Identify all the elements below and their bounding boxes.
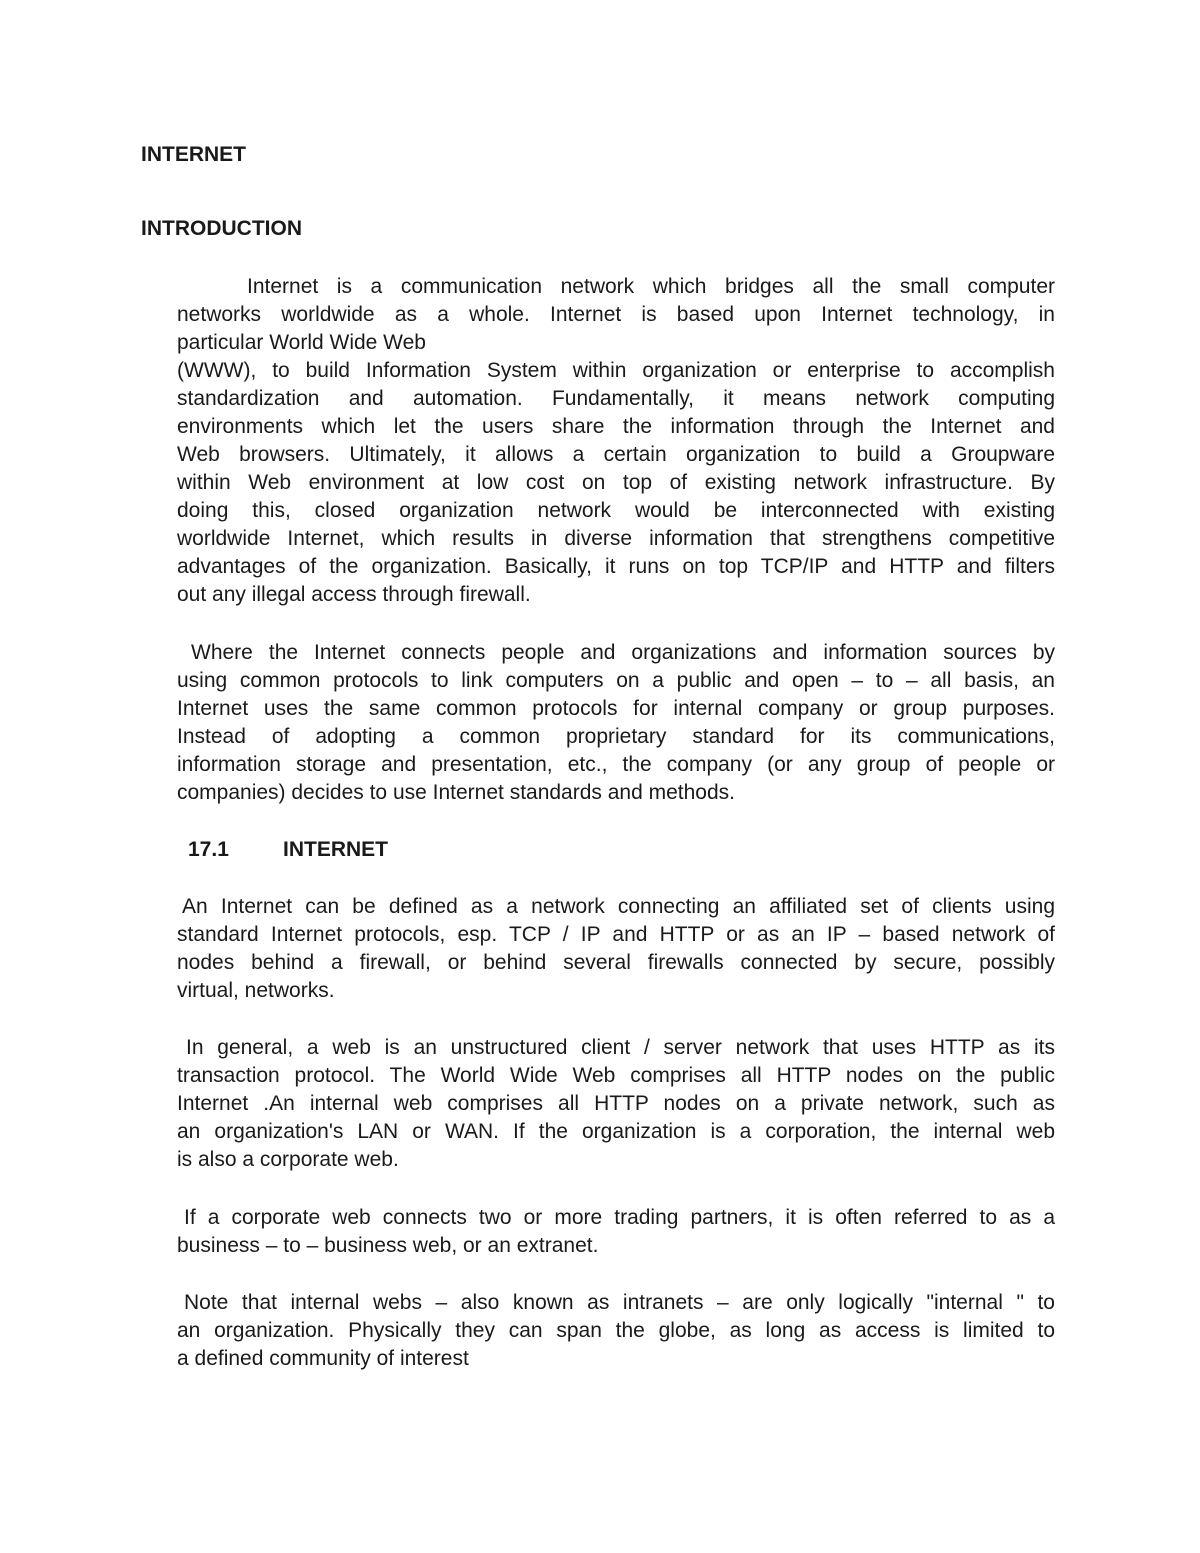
paragraph-line: An Internet can be defined as a network connecting an affiliated set of clients using bbox=[182, 895, 1055, 918]
paragraph-line: out any illegal access through firewall. bbox=[177, 583, 531, 606]
paragraph-line: nodes behind a firewall, or behind several firewalls connected by secure, possibly bbox=[177, 951, 1055, 974]
paragraph-line: an organization. Physically they can span the globe, as long as access is limited to bbox=[177, 1319, 1055, 1342]
paragraph-line: doing this, closed organization network would be interconnected with existing bbox=[177, 499, 1055, 522]
paragraph-line: If a corporate web connects two or more trading partners, it is often referred to as a bbox=[184, 1206, 1055, 1229]
second-paragraph bbox=[177, 639, 1055, 807]
paragraph-line: an organization's LAN or WAN. If the organization is a corporation, the internal web bbox=[177, 1120, 1055, 1143]
paragraph-line: particular World Wide Web bbox=[177, 331, 426, 354]
paragraph-line: Internet uses the same common protocols for internal company or group purposes. bbox=[177, 697, 1055, 720]
paragraph-line: Note that internal webs – also known as intranets – are only logically "internal " to bbox=[184, 1291, 1055, 1314]
section-paragraph-definition bbox=[177, 893, 1055, 1005]
paragraph-line: Internet .An internal web comprises all HTTP nodes on a private network, such as bbox=[177, 1092, 1055, 1115]
paragraph-line: business – to – business web, or an extranet. bbox=[177, 1234, 599, 1257]
document-title: INTERNET bbox=[141, 143, 246, 166]
paragraph-line: worldwide Internet, which results in diverse information that strengthens competitive bbox=[177, 527, 1055, 550]
paragraph-line: transaction protocol. The World Wide Web comprises all HTTP nodes on the public bbox=[177, 1064, 1055, 1087]
paragraph-line: standardization and automation. Fundamentally, it means network computing bbox=[177, 387, 1055, 410]
paragraph-line: In general, a web is an unstructured client / server network that uses HTTP as its bbox=[186, 1036, 1055, 1059]
paragraph-line: information storage and presentation, etc., the company (or any group of people or bbox=[177, 753, 1055, 776]
section-title: INTERNET bbox=[283, 838, 388, 861]
paragraph-line: a defined community of interest bbox=[177, 1347, 469, 1370]
intro-heading: INTRODUCTION bbox=[141, 217, 302, 240]
paragraph-line: using common protocols to link computers on a public and open – to – all basis, an bbox=[177, 669, 1055, 692]
paragraph-line: standard Internet protocols, esp. TCP / IP and HTTP or as an IP – based network of bbox=[177, 923, 1055, 946]
paragraph-line: Web browsers. Ultimately, it allows a certain organization to build a Groupware bbox=[177, 443, 1055, 466]
section-paragraph-intranet bbox=[177, 1289, 1055, 1373]
section-paragraph-web bbox=[177, 1034, 1055, 1174]
paragraph-line: is also a corporate web. bbox=[177, 1148, 399, 1171]
paragraph-line: advantages of the organization. Basically, it runs on top TCP/IP and HTTP and filters bbox=[177, 555, 1055, 578]
paragraph-line: Internet is a communication network which bridges all the small computer bbox=[247, 275, 1055, 298]
section-number: 17.1 bbox=[188, 838, 229, 861]
paragraph-line: networks worldwide as a whole. Internet is based upon Internet technology, in bbox=[177, 303, 1055, 326]
section-heading bbox=[188, 836, 388, 864]
intro-paragraph bbox=[177, 273, 1055, 609]
paragraph-line: within Web environment at low cost on top of existing network infrastructure. By bbox=[177, 471, 1055, 494]
paragraph-line: Where the Internet connects people and organizations and information sources by bbox=[191, 641, 1055, 664]
paragraph-line: Instead of adopting a common proprietary standard for its communications, bbox=[177, 725, 1055, 748]
paragraph-line: environments which let the users share the information through the Internet and bbox=[177, 415, 1055, 438]
paragraph-line: virtual, networks. bbox=[177, 979, 335, 1002]
paragraph-line: companies) decides to use Internet standards and methods. bbox=[177, 781, 735, 804]
paragraph-line: (WWW), to build Information System within organization or enterprise to accomplish bbox=[177, 359, 1055, 382]
section-paragraph-extranet bbox=[177, 1204, 1055, 1260]
